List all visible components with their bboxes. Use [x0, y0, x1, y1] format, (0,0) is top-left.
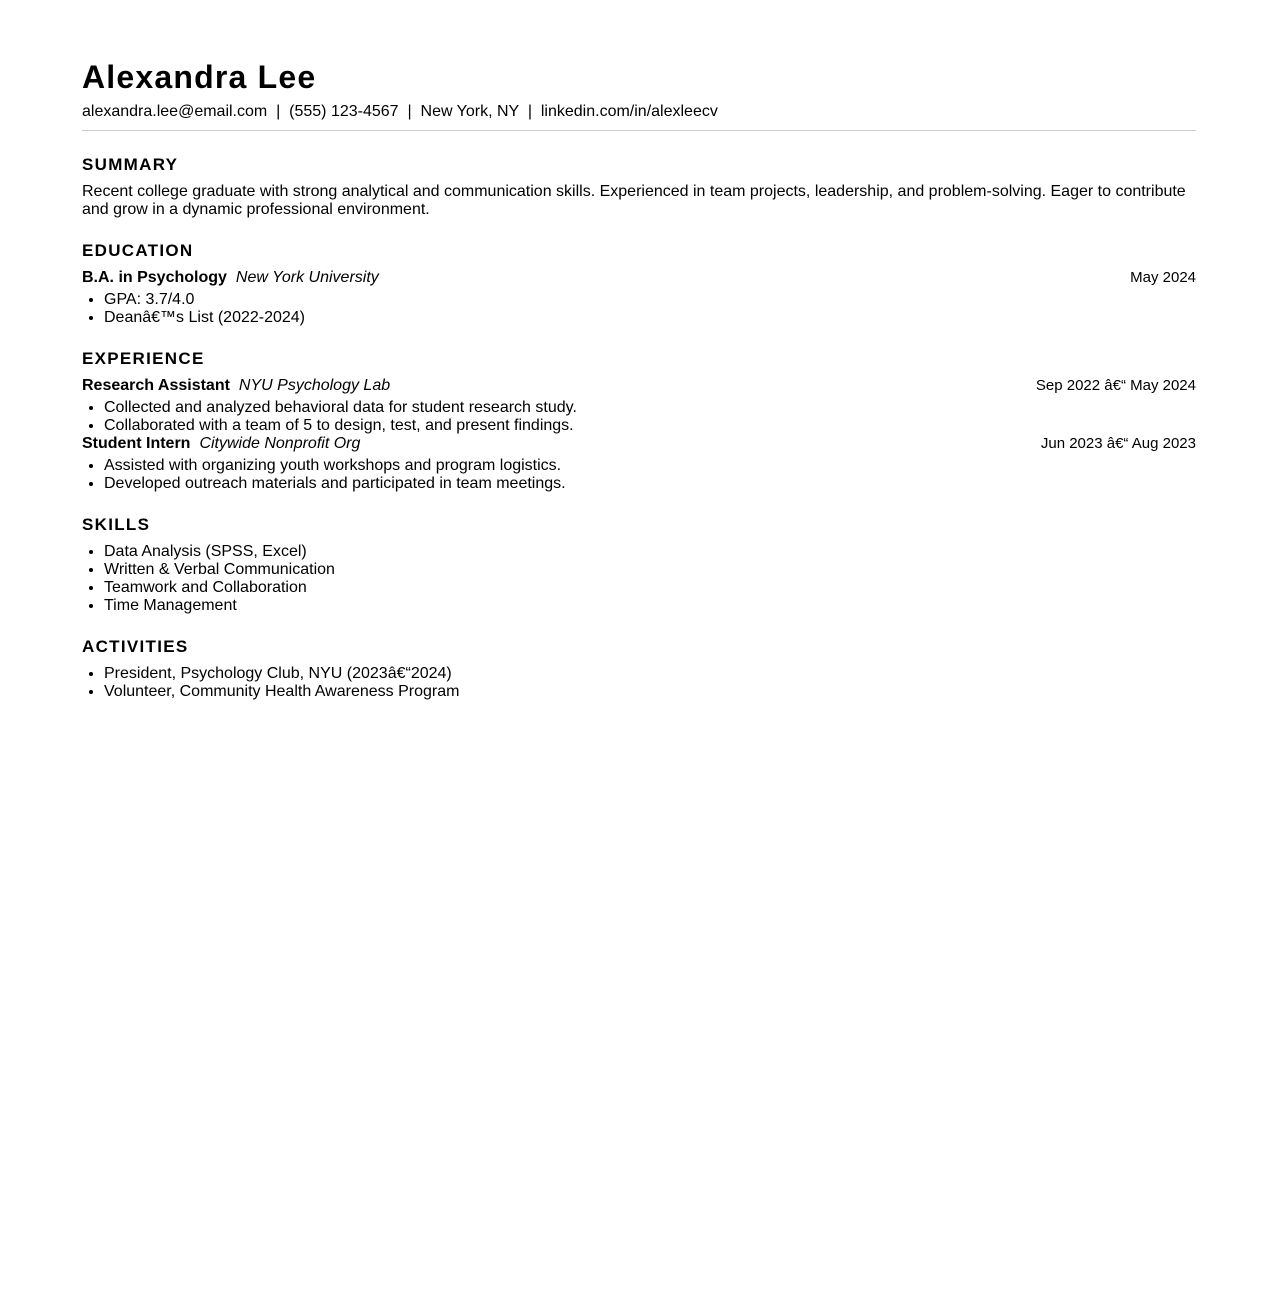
header-divider [82, 130, 1196, 131]
summary-text: Recent college graduate with strong analytical and communication skills. Experienced in team projects, leadership, and problem-solving. Eager to contribute and grow in a dynamic professional environment. [82, 183, 1186, 218]
job-title: Student Intern [82, 435, 191, 452]
list-item: • GPA: 3.7/4.0 [104, 291, 1196, 309]
section-title-skills: SKILLS [82, 515, 151, 534]
education-bullets [82, 291, 1196, 327]
organization: NYU Psychology Lab [238, 377, 391, 394]
section-title-experience: EXPERIENCE [82, 349, 205, 368]
degree: B.A. in Psychology [82, 269, 227, 286]
skills-list [82, 543, 1196, 615]
experience-section [82, 349, 1196, 493]
activities-list [82, 665, 1196, 701]
education-section [82, 241, 1196, 327]
experience-bullets [82, 399, 1196, 435]
section-title-summary: SUMMARY [82, 155, 179, 174]
resume-page [82, 0, 1196, 701]
list-item: • Data Analysis (SPSS, Excel) [104, 543, 1196, 561]
experience-date: Sep 2022 â€“ May 2024 [1035, 377, 1196, 394]
job-title: Research Assistant [82, 377, 230, 394]
summary-section [82, 155, 1196, 219]
experience-bullets [82, 457, 1196, 493]
activities-section [82, 637, 1196, 701]
school: New York University [235, 269, 379, 286]
list-item: • Volunteer, Community Health Awareness Program [104, 683, 1196, 701]
experience-entry-header [82, 377, 1196, 395]
experience-date: Jun 2023 â€“ Aug 2023 [1040, 435, 1196, 452]
contact-line: alexandra.lee@email.com | (555) 123-4567 | New York, NY | linkedin.com/in/alexleecv [82, 103, 718, 120]
list-item: • Developed outreach materials and participated in team meetings. [104, 475, 1196, 493]
education-entry-header [82, 269, 1196, 287]
section-title-activities: ACTIVITIES [82, 637, 189, 656]
list-item: • Collaborated with a team of 5 to design, test, and present findings. [104, 417, 1196, 435]
candidate-name: Alexandra Lee [82, 59, 317, 95]
list-item: • Collected and analyzed behavioral data for student research study. [104, 399, 1196, 417]
skills-section [82, 515, 1196, 615]
list-item: • Time Management [104, 597, 1196, 615]
list-item: • Assisted with organizing youth workshops and program logistics. [104, 457, 1196, 475]
education-date: May 2024 [1130, 269, 1196, 286]
section-title-education: EDUCATION [82, 241, 194, 260]
list-item: • President, Psychology Club, NYU (2023â€“2024) [104, 665, 1196, 683]
list-item: • Deanâ€™s List (2022-2024) [104, 309, 1196, 327]
experience-entry-header [82, 435, 1196, 453]
organization: Citywide Nonprofit Org [199, 435, 361, 452]
list-item: • Teamwork and Collaboration [104, 579, 1196, 597]
list-item: • Written & Verbal Communication [104, 561, 1196, 579]
